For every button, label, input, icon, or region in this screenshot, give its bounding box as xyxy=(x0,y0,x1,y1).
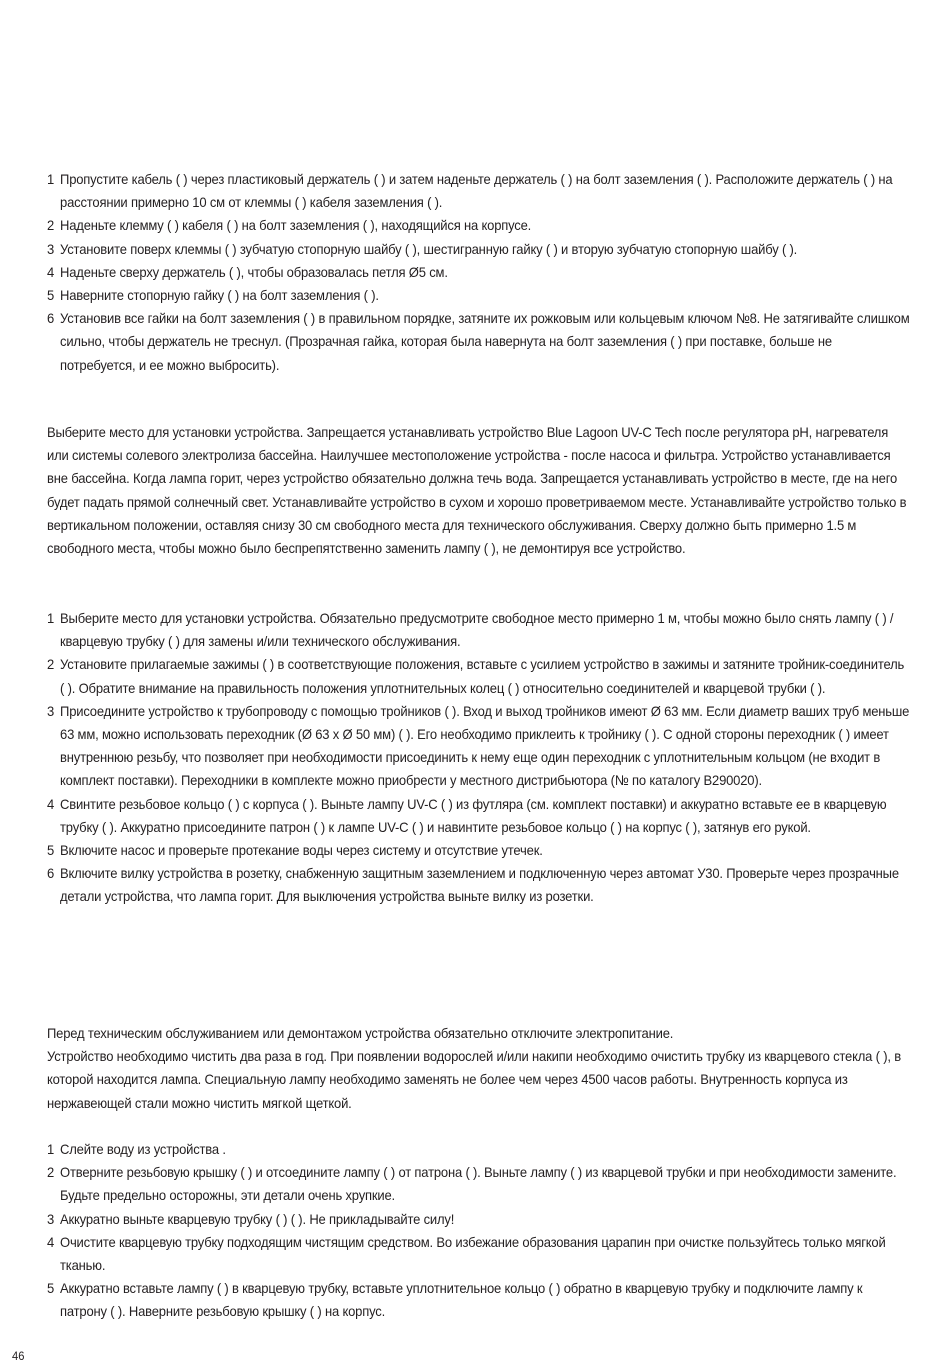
list-item xyxy=(47,1277,910,1323)
step-number: 6 xyxy=(47,865,55,882)
step-number: 5 xyxy=(47,287,55,304)
maintenance-steps-list xyxy=(47,1138,910,1324)
step-number: 1 xyxy=(47,1141,55,1157)
step-text: Установите прилагаемые зажимы ( ) в соответствующие положения, вставьте с усилием устройство в зажимы и затяните тройник-соединитель ( ). Обратите внимание на правильность положения уплотнительных колец ( ) относительно соединителей и кварцевой трубки ( ). xyxy=(60,656,905,696)
step-number: 1 xyxy=(47,171,55,187)
installation-intro xyxy=(47,421,910,560)
list-item xyxy=(47,1231,910,1277)
step-text: Отверните резьбовую крышку ( ) и отсоедините лампу ( ) от патрона ( ). Выньте лампу ( ) из кварцевой трубки и при необходимости замените. Будьте предельно осторожны, эти детали очень хрупкие. xyxy=(60,1164,897,1204)
step-number: 5 xyxy=(47,842,55,859)
step-text: Наверните стопорную гайку ( ) на болт заземления ( ). xyxy=(60,287,379,304)
step-number: 5 xyxy=(47,1280,55,1297)
step-number: 2 xyxy=(47,217,55,234)
list-item xyxy=(47,1208,910,1231)
step-number: 4 xyxy=(47,795,55,812)
step-text: Наденьте клемму ( ) кабеля ( ) на болт заземления ( ), находящийся на корпусе. xyxy=(60,217,532,234)
maintenance-intro xyxy=(47,1022,910,1115)
list-item xyxy=(47,261,910,284)
step-text: Аккуратно вставьте лампу ( ) в кварцевую трубку, вставьте уплотнительное кольцо ( ) обратно в кварцевую трубку и подключите лампу к патрону ( ). Наверните резьбовую крышку ( ) на корпус. xyxy=(60,1280,863,1320)
step-number: 2 xyxy=(47,656,55,673)
list-item xyxy=(47,839,910,862)
list-item xyxy=(47,284,910,307)
list-item xyxy=(47,653,910,699)
list-item xyxy=(47,214,910,237)
step-text: Аккуратно выньте кварцевую трубку ( ) ( ). Не прикладывайте силу! xyxy=(60,1210,455,1227)
step-number: 4 xyxy=(47,1233,55,1250)
step-text: Выберите место для установки устройства. Обязательно предусмотрите свободное место примерно 1 м, чтобы можно было снять лампу ( ) / кварцевую трубку ( ) для замены и/или технического обслуживания. xyxy=(60,610,894,650)
step-number: 3 xyxy=(47,240,55,257)
step-text: Установив все гайки на болт заземления ( ) в правильном порядке, затяните их рожковым или кольцевым ключом №8. Не затягивайте слишком сильно, чтобы держатель не треснул. (Прозрачная гайка, которая была навернута на болт заземления ( ) при поставке, больше не потребуется, и ее можно выбросить). xyxy=(60,310,910,373)
list-item xyxy=(47,607,910,653)
page-number: 46 xyxy=(12,1349,25,1363)
step-text: Очистите кварцевую трубку подходящим чистящим средством. Во избежание образования царапин при очистке пользуйтесь только мягкой тканью. xyxy=(60,1233,886,1274)
step-number: 2 xyxy=(47,1164,55,1181)
list-item xyxy=(47,1161,910,1207)
grounding-steps-list xyxy=(47,168,910,377)
step-number: 1 xyxy=(47,610,55,626)
step-number: 4 xyxy=(47,263,55,280)
list-item xyxy=(47,793,910,839)
step-text: Пропустите кабель ( ) через пластиковый держатель ( ) и затем наденьте держатель ( ) на болт заземления ( ). Расположите держатель ( ) на расстоянии примерно 10 см от клеммы ( ) кабеля заземления ( ). xyxy=(60,171,893,211)
step-text: Установите поверх клеммы ( ) зубчатую стопорную шайбу ( ), шестигранную гайку ( ) и вторую зубчатую стопорную шайбу ( ). xyxy=(60,240,798,257)
installation-steps-list xyxy=(47,607,910,909)
list-item xyxy=(47,862,910,908)
step-text: Включите вилку устройства в розетку, снабженную защитным заземлением и подключенную через автомат У30. Проверьте через прозрачные детали устройства, что лампа горит. Для выключения устройства выньте вилку из розетки. xyxy=(60,865,899,905)
step-text: Свинтите резьбовое кольцо ( ) с корпуса ( ). Выньте лампу UV-C ( ) из футляра (см. комплект поставки) и аккуратно вставьте ее в кварцевую трубку ( ). Аккуратно присоедините патрон ( ) к лампе UV-C ( ) и навинтите резьбовое кольцо ( ) на корпус ( ), затянув его рукой. xyxy=(60,795,887,835)
step-number: 6 xyxy=(47,310,55,327)
step-text: Наденьте сверху держатель ( ), чтобы образовалась петля Ø5 см. xyxy=(60,263,448,280)
list-item xyxy=(47,238,910,261)
paragraph: Устройство необходимо чистить два раза в год. При появлении водорослей и/или накипи необходимо очистить трубку из кварцевого стекла ( ), в которой находится лампа. Специальную лампу необходимо заменять не более чем через 4500 часов работы. Внутренность корпуса из нержавеющей стали можно чистить мягкой щеткой. xyxy=(47,1048,901,1111)
step-number: 3 xyxy=(47,702,55,719)
list-item xyxy=(47,700,910,793)
paragraph: Выберите место для установки устройства. Запрещается устанавливать устройство Blue Lagoon UV-C Tech после регулятора pH, нагревателя или системы солевого электролиза бассейна. Наилучшее местоположение устройства - после насоса и фильтра. Устройство устанавливается вне бассейна. Когда лампа горит, через устройство обязательно должна течь вода. Запрещается устанавливать устройство в месте, где на него будет падать прямой солнечный свет. Устанавливайте устройство в сухом и хорошо проветриваемом месте. Устанавливайте устройство только в вертикальном положении, оставляя снизу 30 см свободного места для технического обслуживания. Сверху должно быть примерно 1.5 м свободного места, чтобы можно было беспрепятственно заменить лампу ( ), не демонтируя все устройство. xyxy=(47,424,907,557)
step-text: Слейте воду из устройства . xyxy=(60,1141,226,1157)
list-item xyxy=(47,168,910,214)
step-text: Включите насос и проверьте протекание воды через систему и отсутствие утечек. xyxy=(60,842,543,859)
paragraph: Перед техническим обслуживанием или демонтажом устройства обязательно отключите электропитание. xyxy=(47,1025,674,1041)
list-item xyxy=(47,307,910,377)
step-text: Присоедините устройство к трубопроводу с помощью тройников ( ). Вход и выход тройников имеют Ø 63 мм. Если диаметр ваших труб меньше 63 мм, можно использовать переходник (Ø 63 x Ø 50 мм) ( ). Его необходимо приклеить к тройнику ( ). С одной стороны переходник ( ) имеет внутреннюю резьбу, что позволяет при необходимости присоединить к нему еще один переходник с уплотнительным кольцом (не входит в комплект поставки). Переходники в комплекте можно приобрести у местного дистрибьютора (№ по каталогу B290020). xyxy=(60,702,910,789)
list-item xyxy=(47,1138,910,1161)
step-number: 3 xyxy=(47,1210,55,1227)
